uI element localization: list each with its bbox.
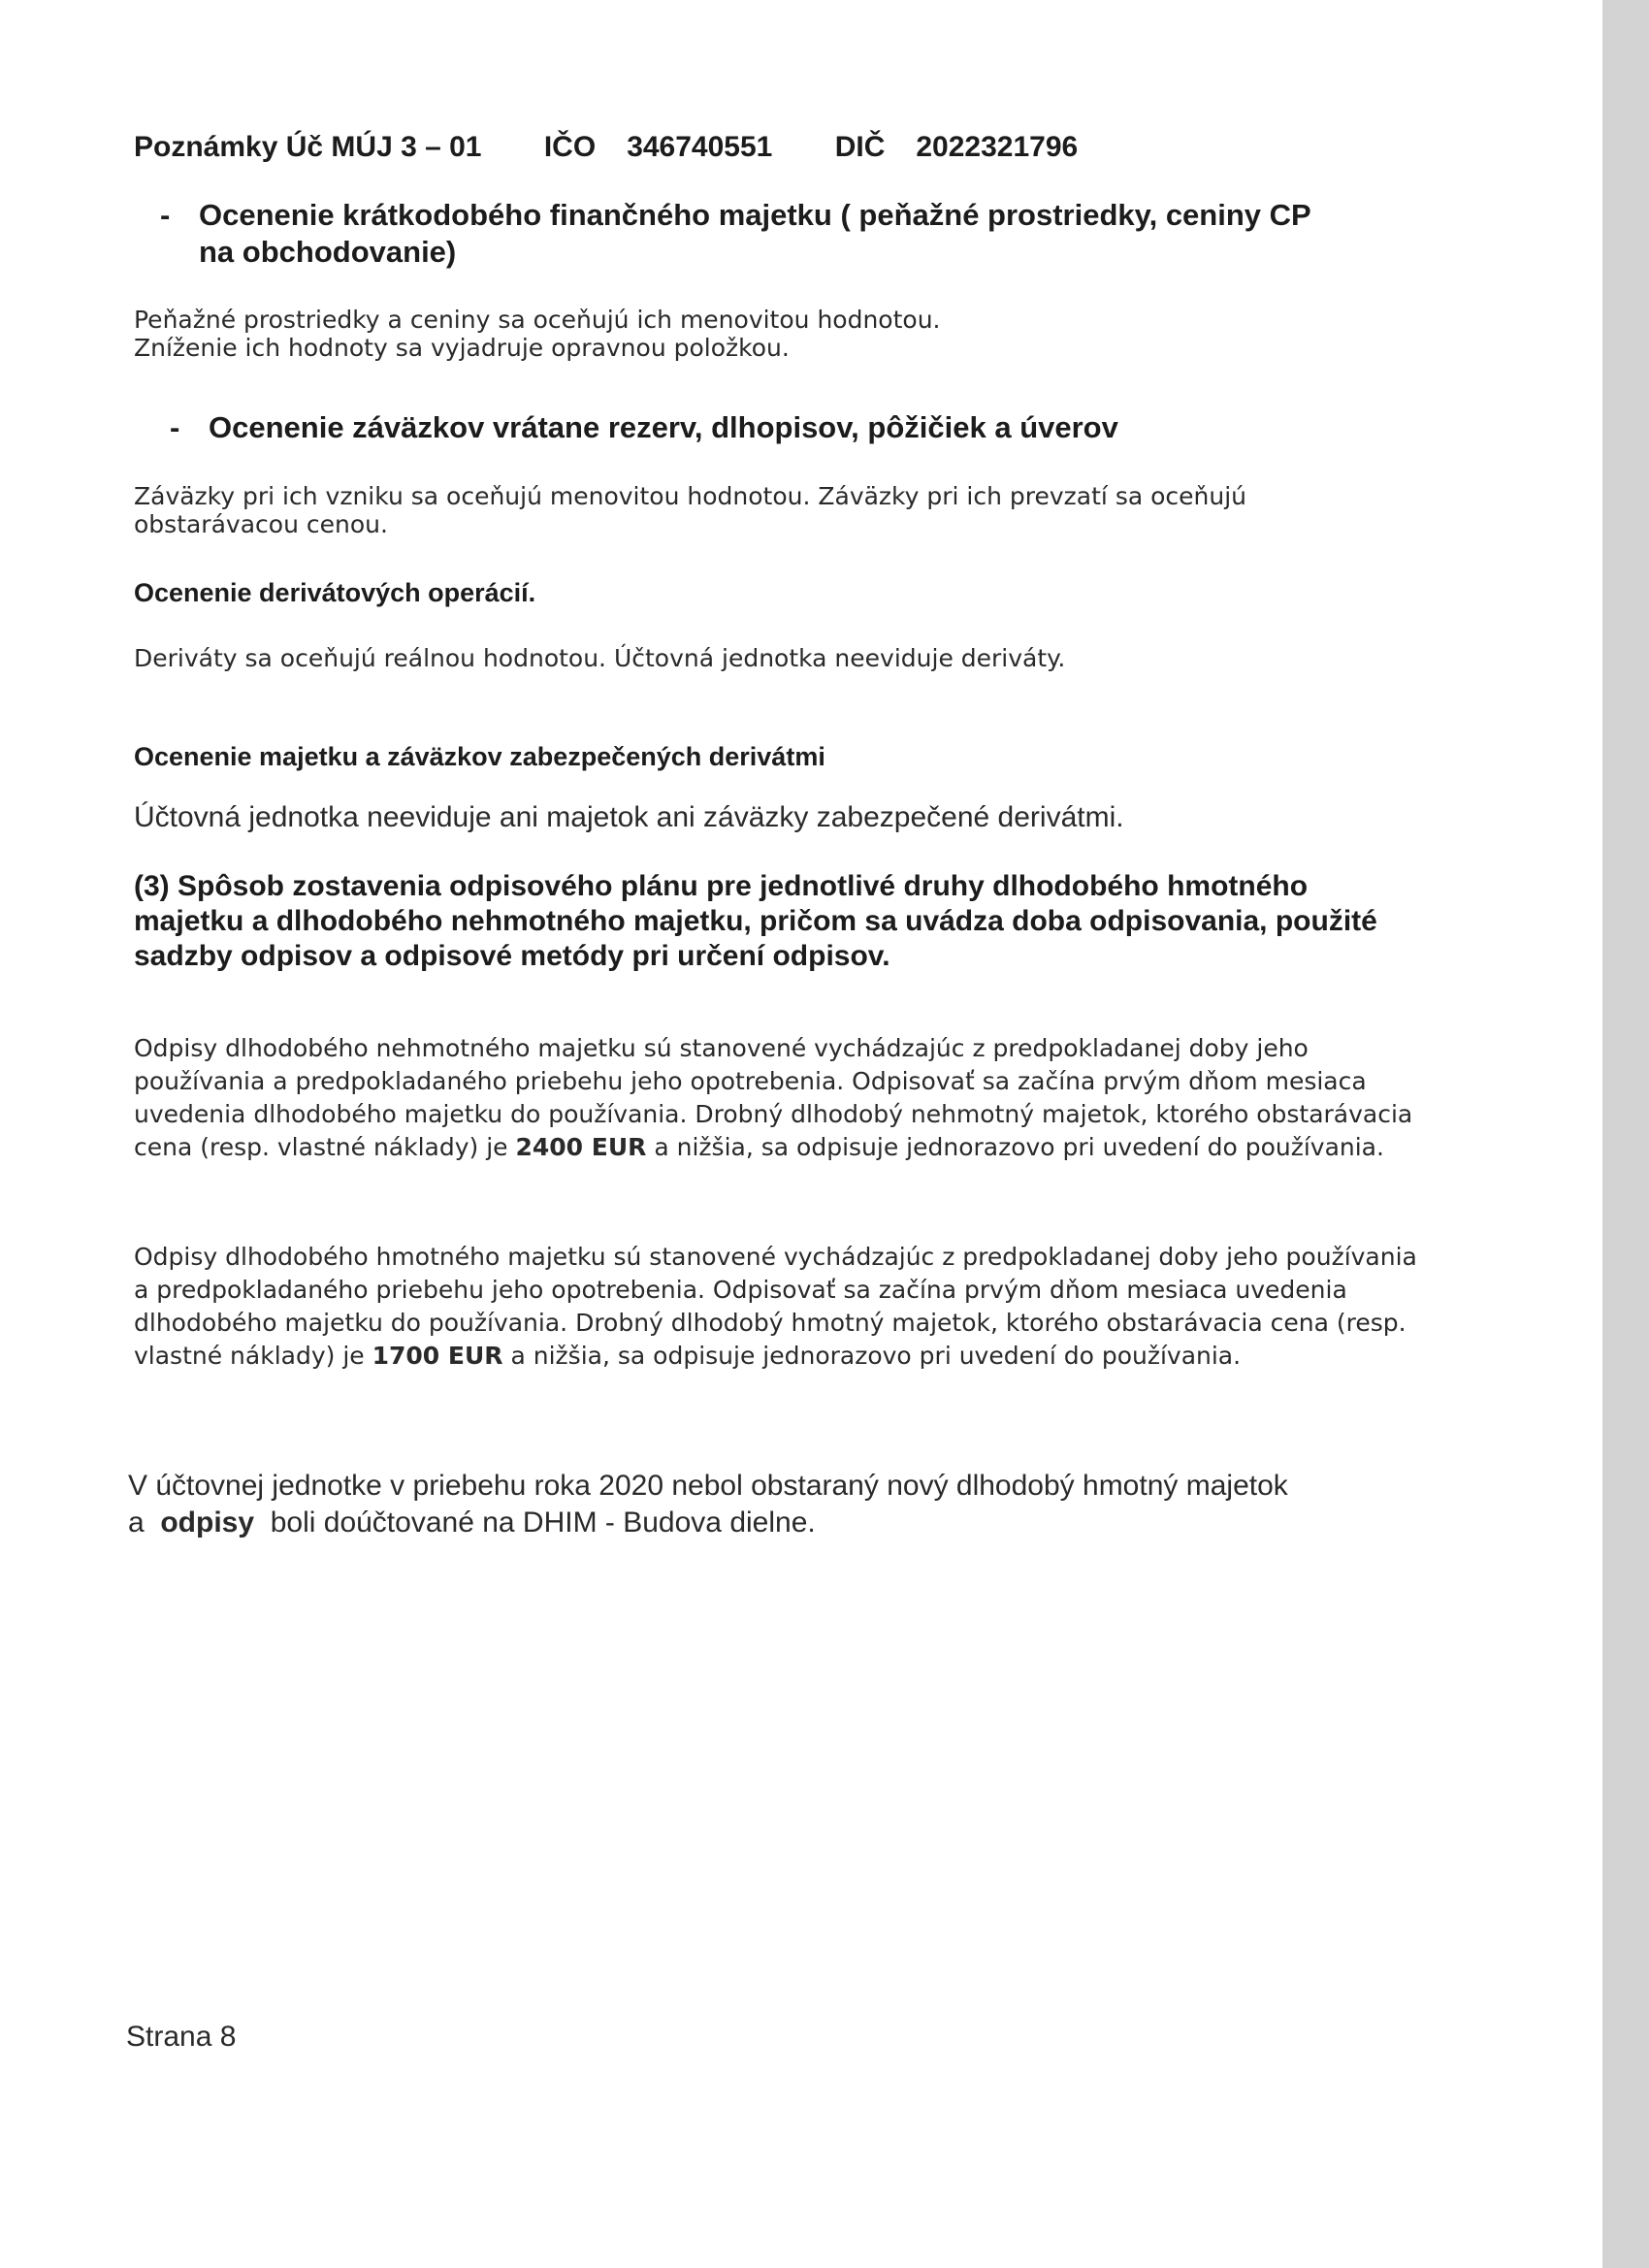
liabilities-heading-text: Ocenenie záväzkov vrátane rezerv, dlhopisov, pôžičiek a úverov [209, 410, 1118, 444]
financial-assets-heading-text: Ocenenie krátkodobého finančného majetku ( peňažné prostriedky, ceniny CP na obchodovanie) [199, 198, 1311, 269]
depreciation-note-line2 [128, 1505, 1438, 1541]
liabilities-text [134, 482, 1356, 538]
note-a: a [128, 1507, 145, 1539]
depreciation-note-line1: V účtovnej jednotke v priebehu roka 2020 nebol obstaraný nový dlhodobý hmotný majetok [128, 1470, 1288, 1502]
depreciation-note [128, 1468, 1438, 1541]
hedged-heading: Ocenenie majetku a záväzkov zabezpečených derivátmi [134, 742, 825, 771]
tangible-text-before: Odpisy dlhodobého hmotného majetku sú stanovené vychádzajúc z predpokladanej doby jeho používania a predpokladaného priebehu jeho opotrebenia. Odpisovať sa začína prvým dňom mesiaca uvedenia dlhodobého majetku do používania. Drobný dlhodobý hmotný majetok, ktorého obstarávacia cena (resp. vlastné náklady) je [134, 1243, 1417, 1370]
ico-label: IČO [543, 131, 597, 163]
page-label: Strana [126, 2021, 212, 2053]
financial-assets-text [134, 306, 1298, 362]
dic-label: DIČ [834, 131, 886, 163]
intangible-text-before: Odpisy dlhodobého nehmotného majetku sú stanovené vychádzajúc z predpokladanej doby jeho používania a predpokladaného priebehu jeho opotrebenia. Odpisovať sa začína prvým dňom mesiaca uvedenia dlhodobého majetku do používania. Drobný dlhodobý nehmotný majetok, ktorého obstarávacia cena (resp. vlastné náklady) je [134, 1034, 1413, 1161]
financial-assets-text-line1: Peňažné prostriedky a ceniny sa oceňujú ich menovitou hodnotou. [134, 306, 941, 334]
liabilities-text-line2: obstarávacou cenou. [134, 510, 388, 538]
page-header [134, 131, 1078, 164]
derivatives-text: Deriváty sa oceňujú reálnou hodnotou. Účtovná jednotka neeviduje deriváty. [134, 644, 1066, 672]
dic-value: 2022321796 [916, 131, 1079, 163]
bullet-dash: - [170, 410, 180, 444]
liabilities-text-line1: Záväzky pri ich vzniku sa oceňujú menovitou hodnotou. Záväzky pri ich prevzatí sa oceňujú [134, 482, 1247, 510]
tangible-amount: 1700 EUR [372, 1342, 503, 1370]
scan-edge [1602, 0, 1649, 2268]
liabilities-heading [170, 409, 1324, 446]
hedged-text: Účtovná jednotka neeviduje ani majetok ani záväzky zabezpečené derivátmi. [134, 801, 1124, 833]
tangible-depreciation-paragraph [134, 1241, 1434, 1373]
derivatives-heading: Ocenenie derivátových operácií. [134, 578, 536, 607]
tangible-text-after: a nižšia, sa odpisuje jednorazovo pri uvedení do používania. [510, 1342, 1242, 1370]
financial-assets-text-line2: Zníženie ich hodnoty sa vyjadruje opravnou položkou. [134, 334, 790, 362]
header-title: Poznámky Úč MÚJ 3 – 01 [134, 131, 482, 163]
note-rest: boli doúčtované na DHIM - Budova dielne. [270, 1507, 816, 1539]
page-footer [126, 2021, 236, 2054]
note-bold-odpisy: odpisy [160, 1507, 255, 1539]
page-number: 8 [219, 2021, 237, 2053]
intangible-text-after: a nižšia, sa odpisuje jednorazovo pri uvedení do používania. [654, 1133, 1384, 1161]
financial-assets-heading [160, 197, 1314, 271]
depreciation-heading: (3) Spôsob zostavenia odpisového plánu pre jednotlivé druhy dlhodobého hmotného majetku a dlhodobého nehmotného majetku, pričom sa uvádza doba odpisovania, použité sadzby odpisov a odpisové metódy pri určení odpisov. [134, 870, 1377, 972]
ico-value: 346740551 [627, 131, 773, 163]
intangible-amount: 2400 EUR [515, 1133, 647, 1161]
bullet-dash: - [160, 198, 171, 232]
intangible-depreciation-paragraph [134, 1032, 1434, 1164]
